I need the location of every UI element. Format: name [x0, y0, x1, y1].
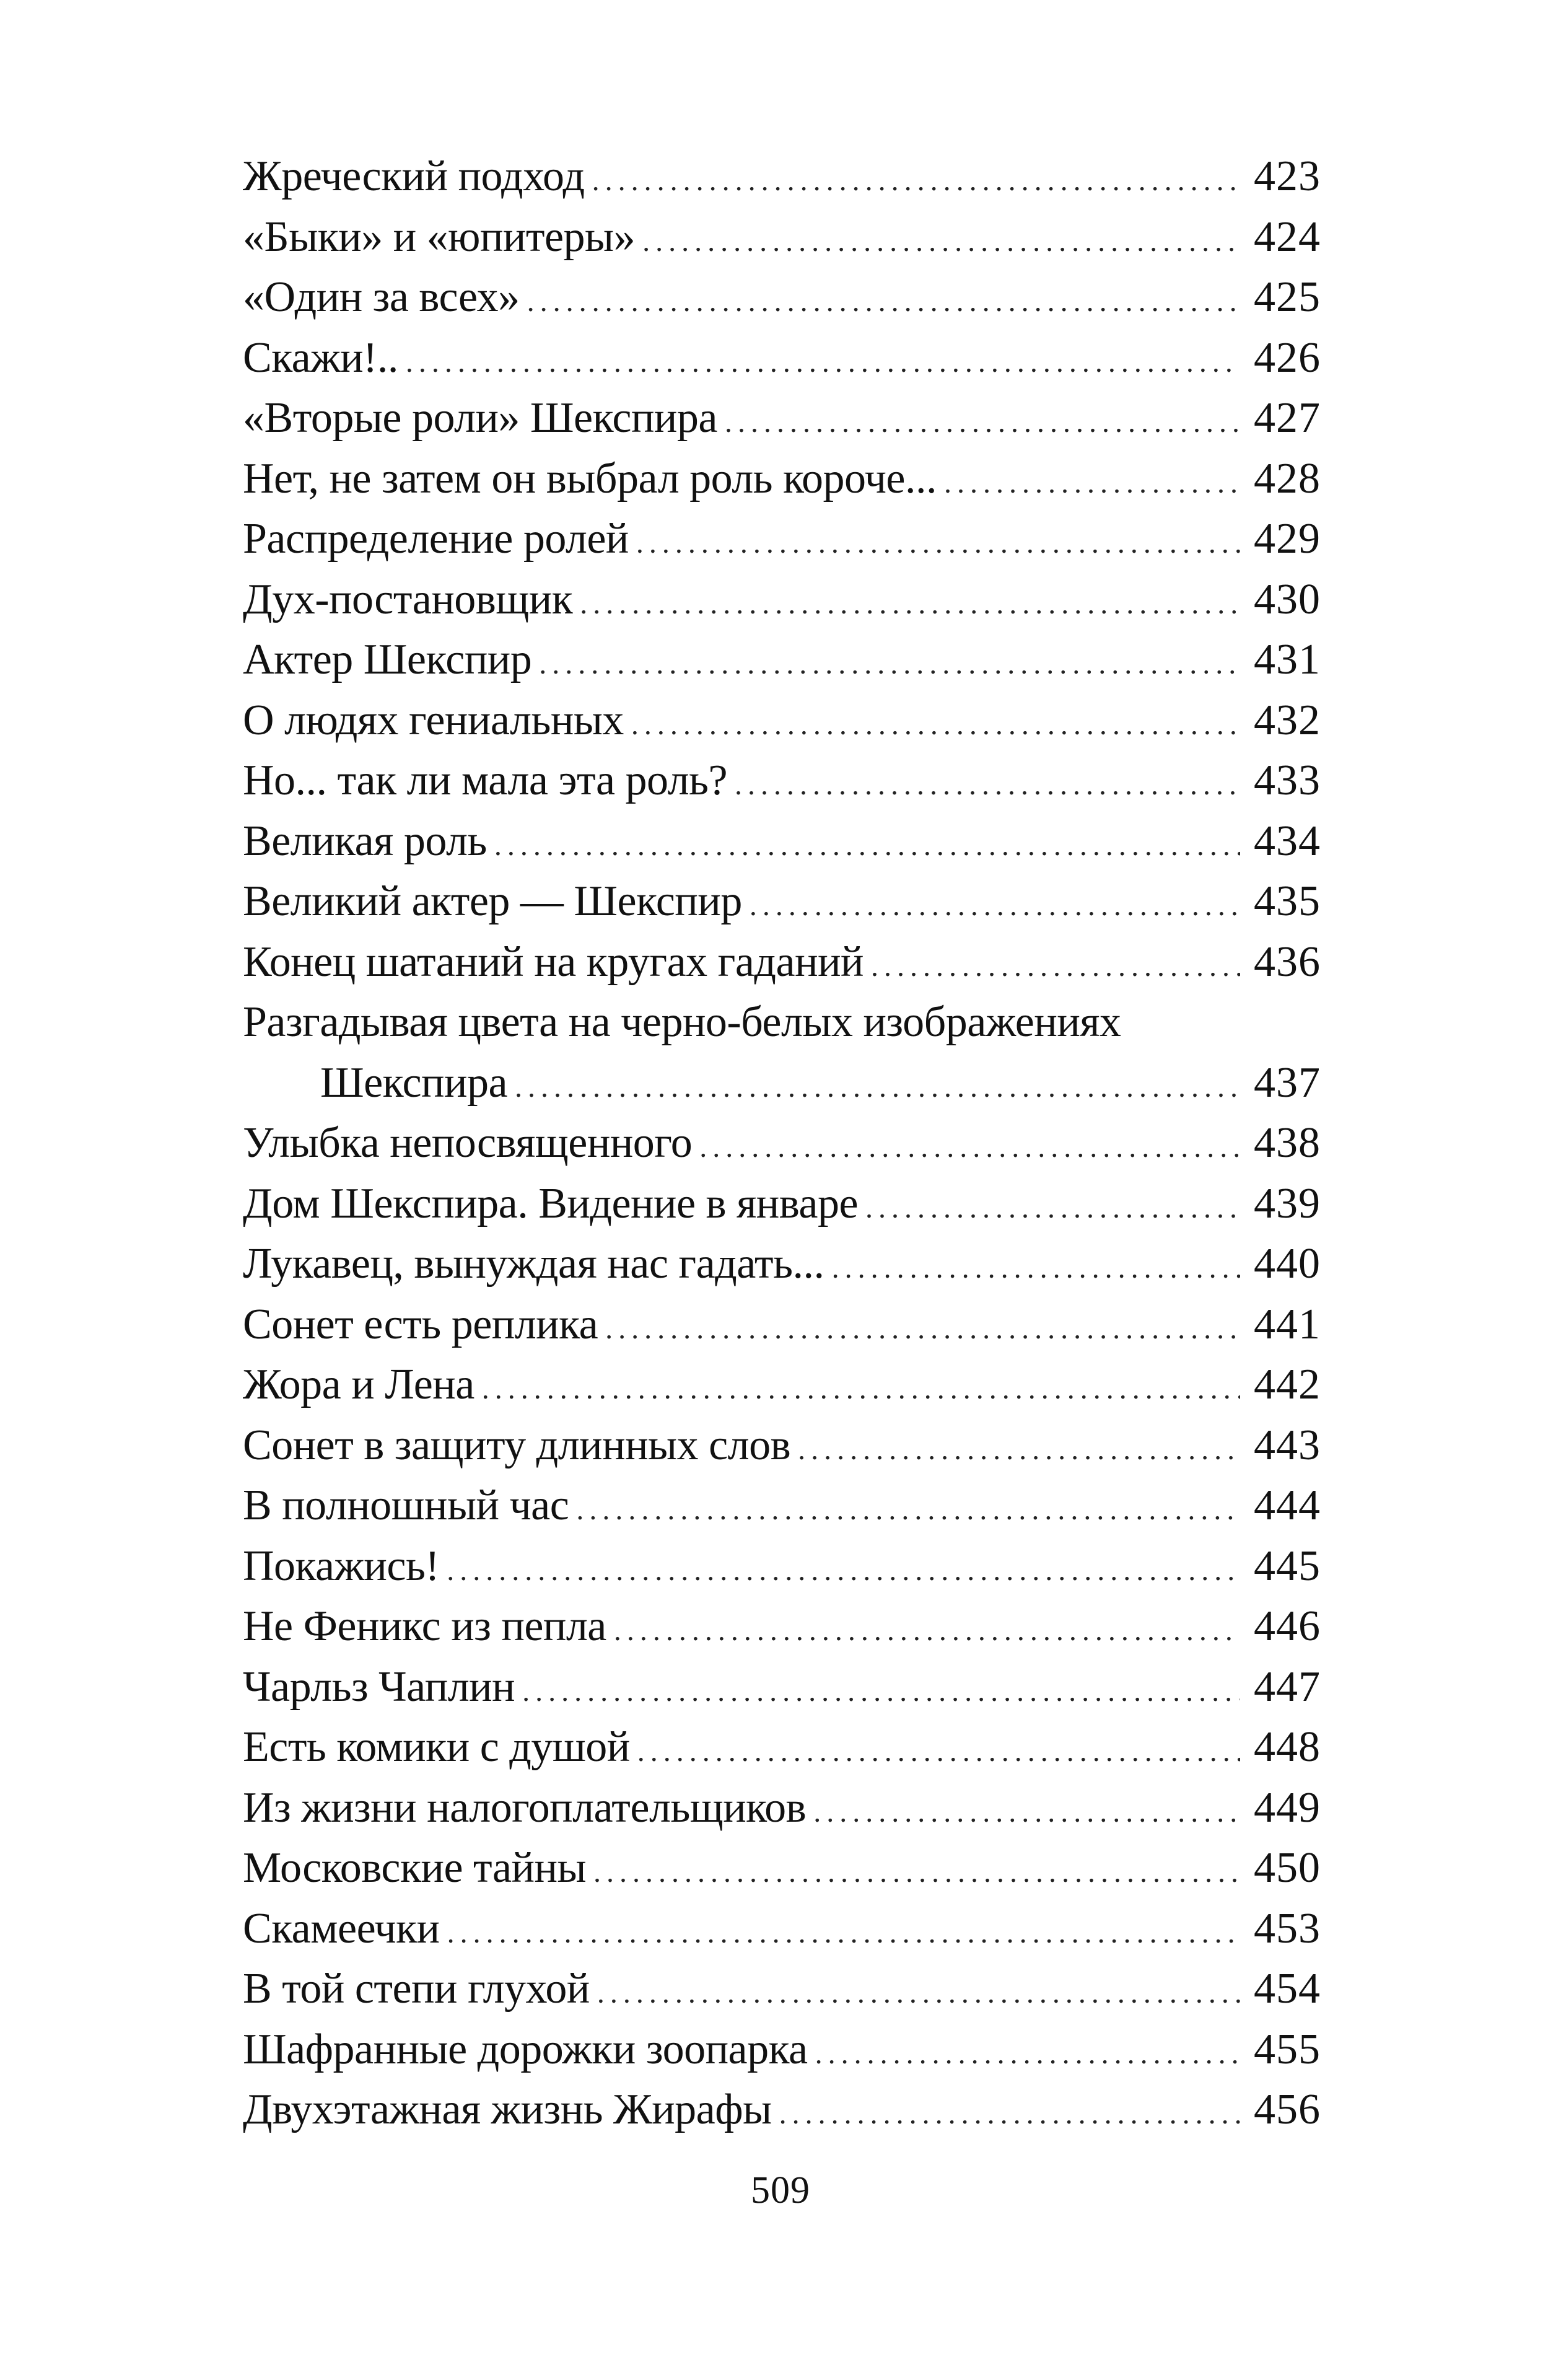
toc-entry-page: 427 — [1254, 394, 1321, 442]
toc-entry — [243, 871, 1321, 932]
toc-entry-title: Чарльз Чаплин — [243, 1662, 515, 1711]
toc-entry — [243, 388, 1321, 449]
dot-leader — [735, 755, 1240, 815]
toc-entry-page: 438 — [1254, 1119, 1321, 1167]
toc-entry — [243, 811, 1321, 872]
dot-leader — [832, 1238, 1240, 1299]
toc-entry — [243, 1778, 1321, 1838]
dot-leader — [406, 332, 1240, 393]
toc-entry — [243, 1234, 1321, 1294]
toc-entry — [243, 1899, 1321, 1959]
toc-entry-page: 426 — [1254, 333, 1321, 382]
toc-entry-title: Двухэтажная жизнь Жирафы — [243, 2086, 772, 2133]
dot-leader — [447, 1903, 1240, 1964]
dot-leader — [815, 2024, 1240, 2084]
toc-entry-wrapped-first-line — [243, 992, 1321, 1053]
dot-leader — [494, 815, 1240, 876]
toc-entry-title: Но... так ли мала эта роль? — [243, 757, 728, 804]
toc-entry-title: «Быки» и «юпитеры» — [243, 213, 636, 261]
toc-entry-page: 435 — [1254, 877, 1321, 925]
table-of-contents — [243, 146, 1321, 2140]
dot-leader — [593, 1842, 1240, 1903]
dot-leader — [592, 151, 1240, 211]
toc-entry-page: 431 — [1254, 636, 1321, 683]
toc-entry-page: 424 — [1254, 213, 1321, 261]
dot-leader — [527, 271, 1240, 332]
dot-leader — [636, 513, 1240, 574]
toc-entry — [243, 1717, 1321, 1778]
dot-leader — [725, 392, 1240, 453]
toc-entry-title: Сонет есть реплика — [243, 1300, 598, 1348]
toc-entry-title: Есть комики с душой — [243, 1723, 630, 1771]
toc-entry — [243, 1838, 1321, 1899]
toc-entry — [243, 1536, 1321, 1597]
toc-entry — [243, 1355, 1321, 1415]
toc-entry-title: «Вторые роли» Шекспира — [243, 394, 717, 442]
toc-entry-page: 425 — [1254, 273, 1321, 321]
toc-entry — [243, 1113, 1321, 1174]
dot-leader — [580, 574, 1240, 635]
toc-entry — [243, 449, 1321, 509]
toc-entry-page: 432 — [1254, 696, 1321, 744]
toc-entry — [243, 1959, 1321, 2019]
toc-entry-title: Не Феникс из пепла — [243, 1602, 606, 1650]
toc-entry — [243, 569, 1321, 630]
toc-entry — [243, 932, 1321, 993]
toc-entry-page: 445 — [1254, 1542, 1321, 1590]
dot-leader — [447, 1540, 1240, 1601]
toc-entry-page: 429 — [1254, 515, 1321, 563]
toc-entry-page: 448 — [1254, 1723, 1321, 1771]
toc-entry-page: 428 — [1254, 454, 1321, 503]
toc-entry-title: «Один за всех» — [243, 273, 520, 321]
toc-entry-title: Скамеечки — [243, 1904, 440, 1952]
dot-leader — [515, 1057, 1240, 1118]
dot-leader — [614, 1601, 1240, 1661]
toc-entry-title: Разгадывая цвета на черно-белых изображениях — [243, 998, 1121, 1046]
toc-entry-title: Сонет в защиту длинных слов — [243, 1421, 791, 1469]
dot-leader — [576, 1480, 1240, 1540]
toc-entry-page: 436 — [1254, 938, 1321, 986]
dot-leader — [865, 1178, 1240, 1239]
toc-entry-title: Дух-постановщик — [243, 575, 573, 623]
toc-entry-title: Лукавец, вынуждая нас гадать... — [243, 1240, 824, 1288]
dot-leader — [944, 453, 1240, 514]
toc-entry-page: 454 — [1254, 1965, 1321, 2013]
toc-entry-title: Дом Шекспира. Видение в январе — [243, 1179, 859, 1227]
toc-entry — [243, 1657, 1321, 1718]
toc-entry — [243, 1475, 1321, 1536]
page-number: 509 — [751, 2169, 810, 2211]
toc-entry — [243, 146, 1321, 207]
toc-entry — [243, 2019, 1321, 2080]
toc-entry-page: 446 — [1254, 1602, 1321, 1650]
toc-entry-title: Шафранные дорожки зоопарка — [243, 2025, 808, 2073]
toc-entry-page: 440 — [1254, 1240, 1321, 1288]
toc-entry-page: 433 — [1254, 757, 1321, 804]
toc-entry-page: 449 — [1254, 1783, 1321, 1832]
toc-entry-title: Великая роль — [243, 817, 487, 865]
dot-leader — [637, 1721, 1240, 1782]
toc-entry — [243, 328, 1321, 389]
toc-entry — [243, 267, 1321, 328]
dot-leader — [871, 936, 1240, 997]
toc-entry-page: 443 — [1254, 1421, 1321, 1469]
toc-entry-title: Покажись! — [243, 1542, 440, 1590]
toc-entry-page: 455 — [1254, 2025, 1321, 2073]
dot-leader — [605, 1299, 1240, 1359]
toc-entry — [243, 207, 1321, 268]
toc-entry-title: Скажи!.. — [243, 333, 398, 382]
toc-entry-title: Улыбка непосвященного — [243, 1119, 693, 1167]
dot-leader — [813, 1782, 1240, 1843]
toc-entry-page: 456 — [1254, 2086, 1321, 2133]
toc-entry-page: 444 — [1254, 1482, 1321, 1529]
toc-entry-page: 453 — [1254, 1904, 1321, 1952]
toc-entry-title: Из жизни налогоплательщиков — [243, 1783, 807, 1832]
toc-entry-page: 441 — [1254, 1300, 1321, 1348]
dot-leader — [597, 1963, 1240, 2024]
dot-leader — [522, 1661, 1240, 1722]
dot-leader — [699, 1117, 1240, 1178]
toc-entry-page: 439 — [1254, 1179, 1321, 1227]
toc-entry-page: 437 — [1254, 1058, 1321, 1107]
toc-entry-title: Нет, не затем он выбрал роль короче... — [243, 454, 937, 503]
dot-leader — [631, 695, 1240, 755]
toc-entry — [243, 1174, 1321, 1234]
dot-leader — [482, 1359, 1240, 1420]
toc-entry-title: В той степи глухой — [243, 1965, 590, 2013]
toc-entry-title: Жора и Лена — [243, 1361, 474, 1408]
toc-entry-page: 430 — [1254, 575, 1321, 623]
dot-leader — [642, 211, 1240, 272]
toc-entry — [243, 509, 1321, 569]
toc-entry-page: 442 — [1254, 1361, 1321, 1408]
toc-entry — [243, 1415, 1321, 1476]
toc-entry-page: 434 — [1254, 817, 1321, 865]
dot-leader — [798, 1420, 1240, 1480]
toc-entry-page: 447 — [1254, 1662, 1321, 1711]
toc-entry — [243, 690, 1321, 751]
toc-entry-title: Московские тайны — [243, 1844, 586, 1892]
toc-entry-title: Шекспира — [320, 1058, 508, 1107]
toc-entry — [243, 1294, 1321, 1355]
toc-entry-title: В полношный час — [243, 1482, 569, 1529]
toc-entry — [243, 750, 1321, 811]
toc-entry-title: Конец шатаний на кругах гаданий — [243, 938, 864, 986]
toc-entry — [243, 630, 1321, 690]
toc-entry-page: 450 — [1254, 1844, 1321, 1892]
toc-entry-page: 423 — [1254, 152, 1321, 200]
toc-entry-title: О людях гениальных — [243, 696, 624, 744]
dot-leader — [779, 2084, 1240, 2145]
dot-leader — [750, 876, 1240, 936]
toc-entry — [243, 2079, 1321, 2140]
toc-entry-wrapped-continuation — [243, 1053, 1321, 1113]
toc-entry — [243, 1596, 1321, 1657]
toc-entry-title: Великий актер — Шекспир — [243, 877, 742, 925]
dot-leader — [539, 634, 1240, 695]
toc-entry-title: Актер Шекспир — [243, 636, 532, 683]
toc-entry-title: Жреческий подход — [243, 152, 585, 200]
toc-entry-title: Распределение ролей — [243, 515, 629, 563]
